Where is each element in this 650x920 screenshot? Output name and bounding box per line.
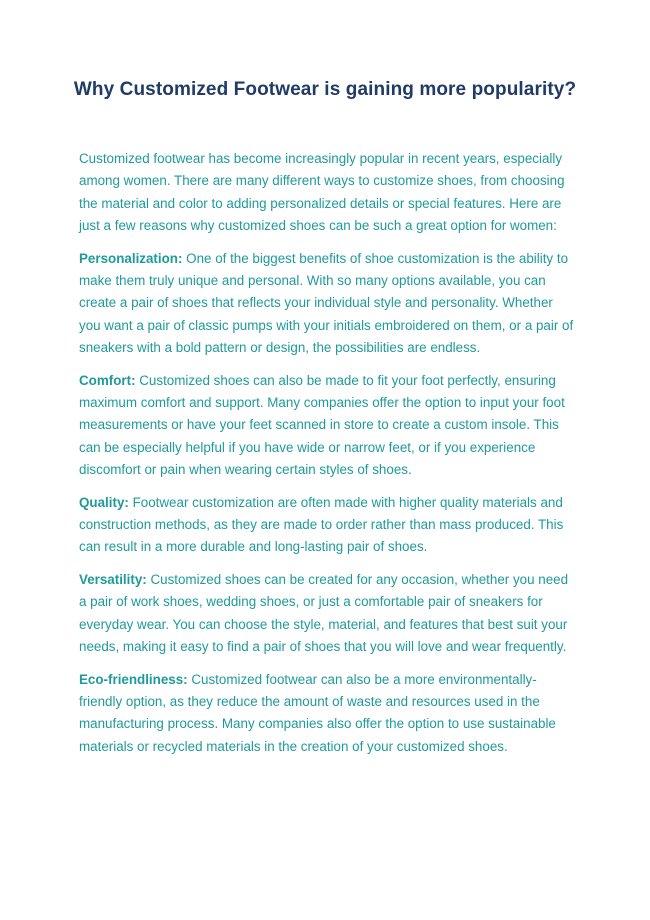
- section-label: Quality:: [79, 494, 129, 510]
- section-eco-friendliness: [79, 669, 575, 758]
- document-title: Why Customized Footwear is gaining more popularity?: [73, 79, 577, 100]
- intro-paragraph: Customized footwear has become increasingly popular in recent years, especially among women. There are many different ways to customize shoes, from choosing the material and color to adding personalized details or special features. Here are just a few reasons why customized shoes can be such a great option for women:: [79, 151, 565, 233]
- section-label: Eco-friendliness:: [79, 671, 188, 687]
- section-personalization: [79, 248, 575, 359]
- section-label: Personalization:: [79, 250, 183, 266]
- section-text: Footwear customization are often made with higher quality materials and construction methods, as they are made to order rather than mass produced. This can result in a more durable and long-lasting pair of shoes.: [79, 494, 564, 555]
- section-text: Customized footwear can also be a more environmentally-friendly option, as they reduce the amount of waste and resources used in the manufacturing process. Many companies also offer the option to use sustainable materials or recycled materials in the creation of your customized shoes.: [79, 671, 556, 754]
- section-text: Customized shoes can also be made to fit your foot perfectly, ensuring maximum comfort and support. Many companies offer the option to input your foot measurements or have your feet scanned in store to create a custom insole. This can be especially helpful if you have wide or narrow feet, or if you experience discomfort or pain when wearing certain styles of shoes.: [79, 372, 565, 477]
- section-label: Comfort:: [79, 372, 136, 388]
- section-text: One of the biggest benefits of shoe customization is the ability to make them truly unique and personal. With so many options available, you can create a pair of shoes that reflects your individual style and personality. Whether you want a pair of classic pumps with your initials embroidered on them, or a pair of sneakers with a bold pattern or design, the possibilities are endless.: [79, 250, 574, 355]
- section-comfort: [79, 370, 575, 481]
- section-quality: [79, 492, 575, 559]
- section-text: Customized shoes can be created for any occasion, whether you need a pair of work shoes, wedding shoes, or just a comfortable pair of sneakers for everyday wear. You can choose the style, material, and features that best suit your needs, making it easy to find a pair of shoes that you will love and wear frequently.: [79, 572, 569, 654]
- section-label: Versatility:: [79, 572, 147, 588]
- document-body: [79, 148, 575, 768]
- section-versatility: [79, 569, 575, 658]
